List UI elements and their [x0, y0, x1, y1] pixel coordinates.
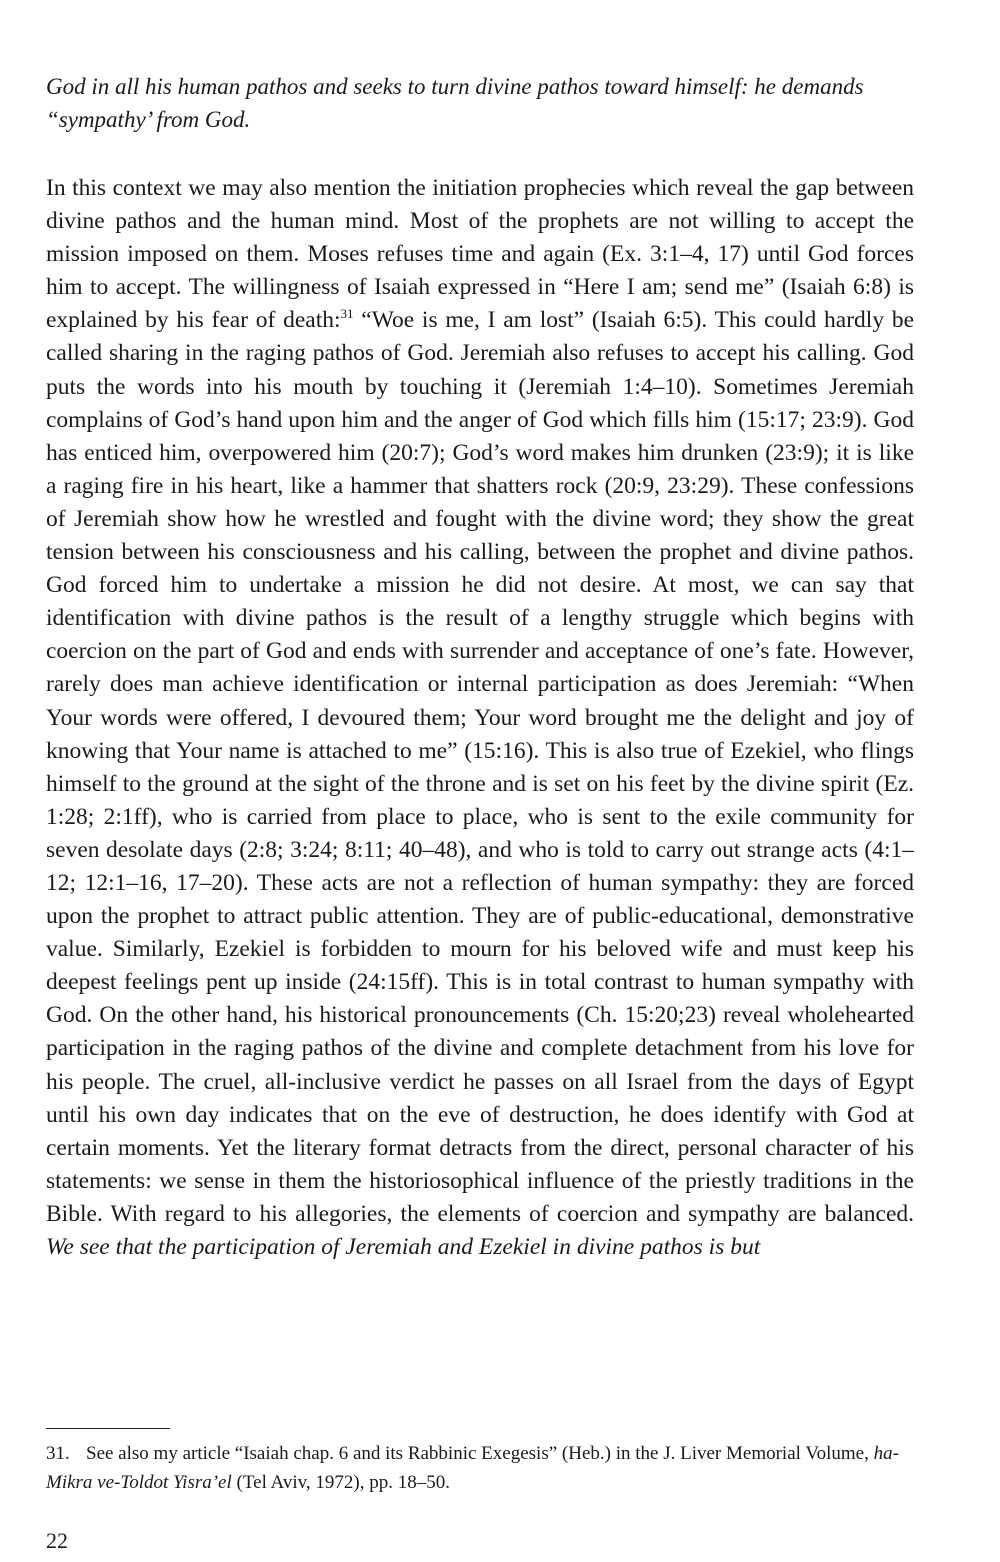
- footnote-title: ha-Mikra ve-Toldot Yisra’el: [46, 1443, 899, 1493]
- footnote-text-before: See also my article “Isaiah chap. 6 and its Rabbinic Exegesis” (Heb.) in the J. Liver Memorial Volume,: [86, 1443, 874, 1464]
- footnote-number: 31.: [46, 1443, 70, 1464]
- footnote-reference: 31: [340, 306, 354, 322]
- footnote-divider: [46, 1428, 170, 1429]
- page-number: 22: [46, 1528, 68, 1553]
- opening-italic-text: God in all his human pathos and seeks to turn divine pathos toward himself: he demands “sympathy’ from God.: [46, 74, 864, 132]
- footnote-text-after: (Tel Aviv, 1972), pp. 18–50.: [231, 1472, 450, 1493]
- footnote: [46, 1439, 914, 1497]
- main-paragraph: [46, 172, 914, 1264]
- paragraph-closing-italic: We see that the participation of Jeremiah and Ezekiel in divine pathos is but: [46, 1234, 761, 1260]
- paragraph-text-part2: “Woe is me, I am lost” (Isaiah 6:5). This could hardly be called sharing in the raging pathos of God. Jeremiah also refuses to accept his calling. God puts the words into his mouth by touching it (Jeremiah 1:4–10). Sometimes Jeremiah complains of God’s hand upon him and the anger of God which fills him (15:17; 23:9). God has enticed him, overpowered him (20:7); God’s word makes him drunken (23:9); it is like a raging fire in his heart, like a hammer that shatters rock (20:9, 23:29). These confessions of Jeremiah show how he wrestled and fought with the divine word; they show the great tension between his consciousness and his calling, between the prophet and divine pathos. God forced him to undertake a mission he did not desire. At most, we can say that identification with divine pathos is the result of a lengthy struggle which begins with coercion on the part of God and ends with surrender and acceptance of one’s fate. However, rarely does man achieve identification or internal participation as does Jeremiah: “When Your words were offered, I devoured them; Your word brought me the delight and joy of knowing that Your name is attached to me” (15:16). This is also true of Ezekiel, who flings himself to the ground at the sight of the throne and is set on his feet by the divine spirit (Ez. 1:28; 2:1ff), who is carried from place to place, who is sent to the exile community for seven desolate days (2:8; 3:24; 8:11; 40–48), and who is told to carry out strange acts (4:1–12; 12:1–16, 17–20). These acts are not a reflection of human sympathy: they are forced upon the prophet to attract public attention. They are of public-educational, demonstrative value. Similarly, Ezekiel is forbidden to mourn for his beloved wife and must keep his deepest feelings pent up inside (24:15ff). This is in total contrast to human sympathy with God. On the other hand, his historical pronouncements (Ch. 15:20;23) reveal wholehearted participation in the raging pathos of the divine and complete detachment from his love for his people. The cruel, all-inclusive verdict he passes on all Israel from the days of Egypt until his own day indicates that on the eve of destruction, he does identify with God at certain moments. Yet the literary format detracts from the direct, personal character of his statements: we sense in them the historiosophical influence of the priestly traditions in the Bible. With regard to his allegories, the elements of coercion and sympathy are balanced.: [46, 307, 914, 1227]
- paragraph-text-part1: In this context we may also mention the initiation prophecies which reveal the gap between divine pathos and the human mind. Most of the prophets are not willing to accept the mission imposed on them. Moses refuses time and again (Ex. 3:1–4, 17) until God forces him to accept. The willingness of Isaiah expressed in “Here I am; send me” (Isaiah 6:8) is explained by his fear of death:: [46, 175, 914, 334]
